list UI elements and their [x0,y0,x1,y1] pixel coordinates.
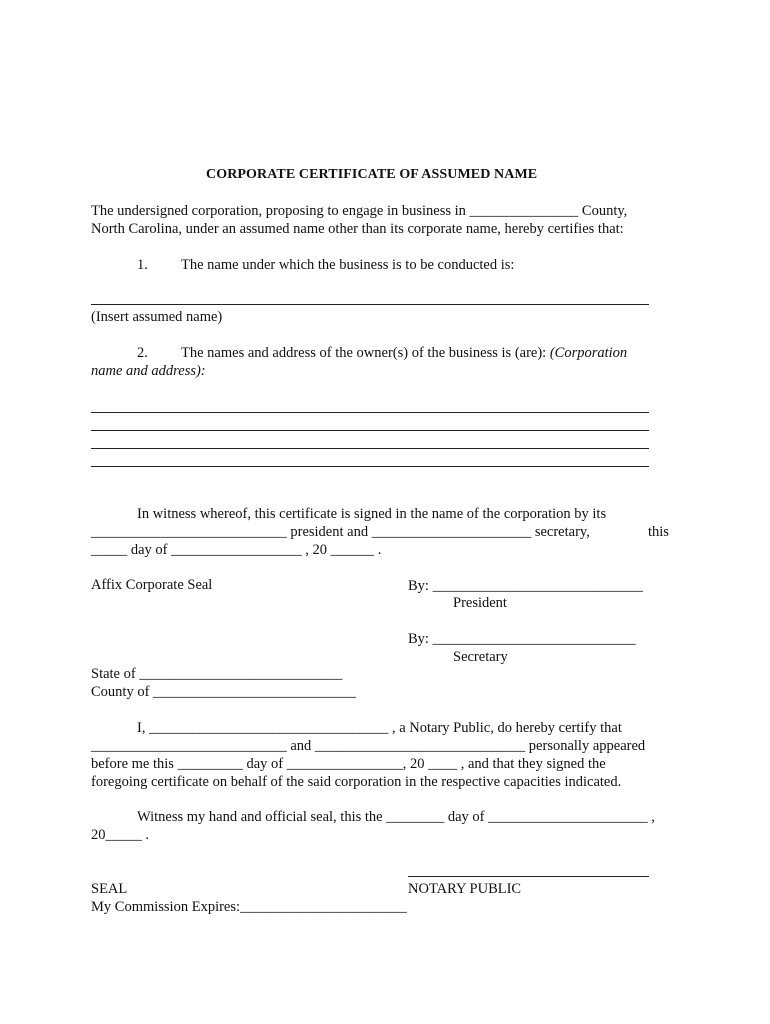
state-of-line: State of ____________________________ [91,666,343,682]
notary-public-label: NOTARY PUBLIC [408,881,522,897]
owner-line-2[interactable] [91,430,649,431]
by-president-line: By: _____________________________ [408,578,643,594]
item-2-number: 2. [137,345,148,361]
notary-signature-line[interactable] [408,876,649,877]
county-of-line: County of ____________________________ [91,684,357,700]
secretary-label: Secretary [453,649,508,665]
by-secretary-line: By: ____________________________ [408,631,636,647]
witness-line-3: _____ day of __________________ , 20 ______ . [91,542,382,558]
assumed-name-line[interactable] [91,304,649,305]
notary-line-2: ___________________________ and _____________________________ personally appeared [91,738,646,754]
notary-line-1: I, _________________________________ , a Notary Public, do hereby certify that [137,720,622,736]
notary-line-4: foregoing certificate on behalf of the said corporation in the respective capacities indicated. [91,774,622,790]
witness-line-1: In witness whereof, this certificate is signed in the name of the corporation by its [137,506,607,522]
witness-hand-line-2: 20_____ . [91,827,149,843]
witness-line-2: ___________________________ president and ______________________ secretary, [91,524,590,540]
seal-label: SEAL [91,881,128,897]
intro-line-1: The undersigned corporation, proposing to engage in business in _______________ County, [91,203,628,219]
owner-line-3[interactable] [91,448,649,449]
item-2-text-continued: name and address): [91,363,206,379]
affix-seal-label: Affix Corporate Seal [91,577,213,593]
item-1-text: The name under which the business is to be conducted is: [181,257,515,273]
page-title: CORPORATE CERTIFICATE OF ASSUMED NAME [206,167,538,182]
witness-hand-line-1: Witness my hand and official seal, this the ________ day of ______________________ , [137,809,655,825]
assumed-name-caption: (Insert assumed name) [91,309,223,325]
commission-expires-line: My Commission Expires:_______________________ [91,899,407,915]
notary-line-3: before me this _________ day of ________________, 20 ____ , and that they signed the [91,756,606,772]
item-1-number: 1. [137,257,148,273]
owner-line-1[interactable] [91,412,649,413]
intro-line-2: North Carolina, under an assumed name other than its corporate name, hereby certifies that: [91,221,624,237]
item-2-text: The names and address of the owner(s) of the business is (are): (Corporation [181,345,628,361]
witness-this: this [648,524,669,540]
owner-line-4[interactable] [91,466,649,467]
president-label: President [453,595,507,611]
